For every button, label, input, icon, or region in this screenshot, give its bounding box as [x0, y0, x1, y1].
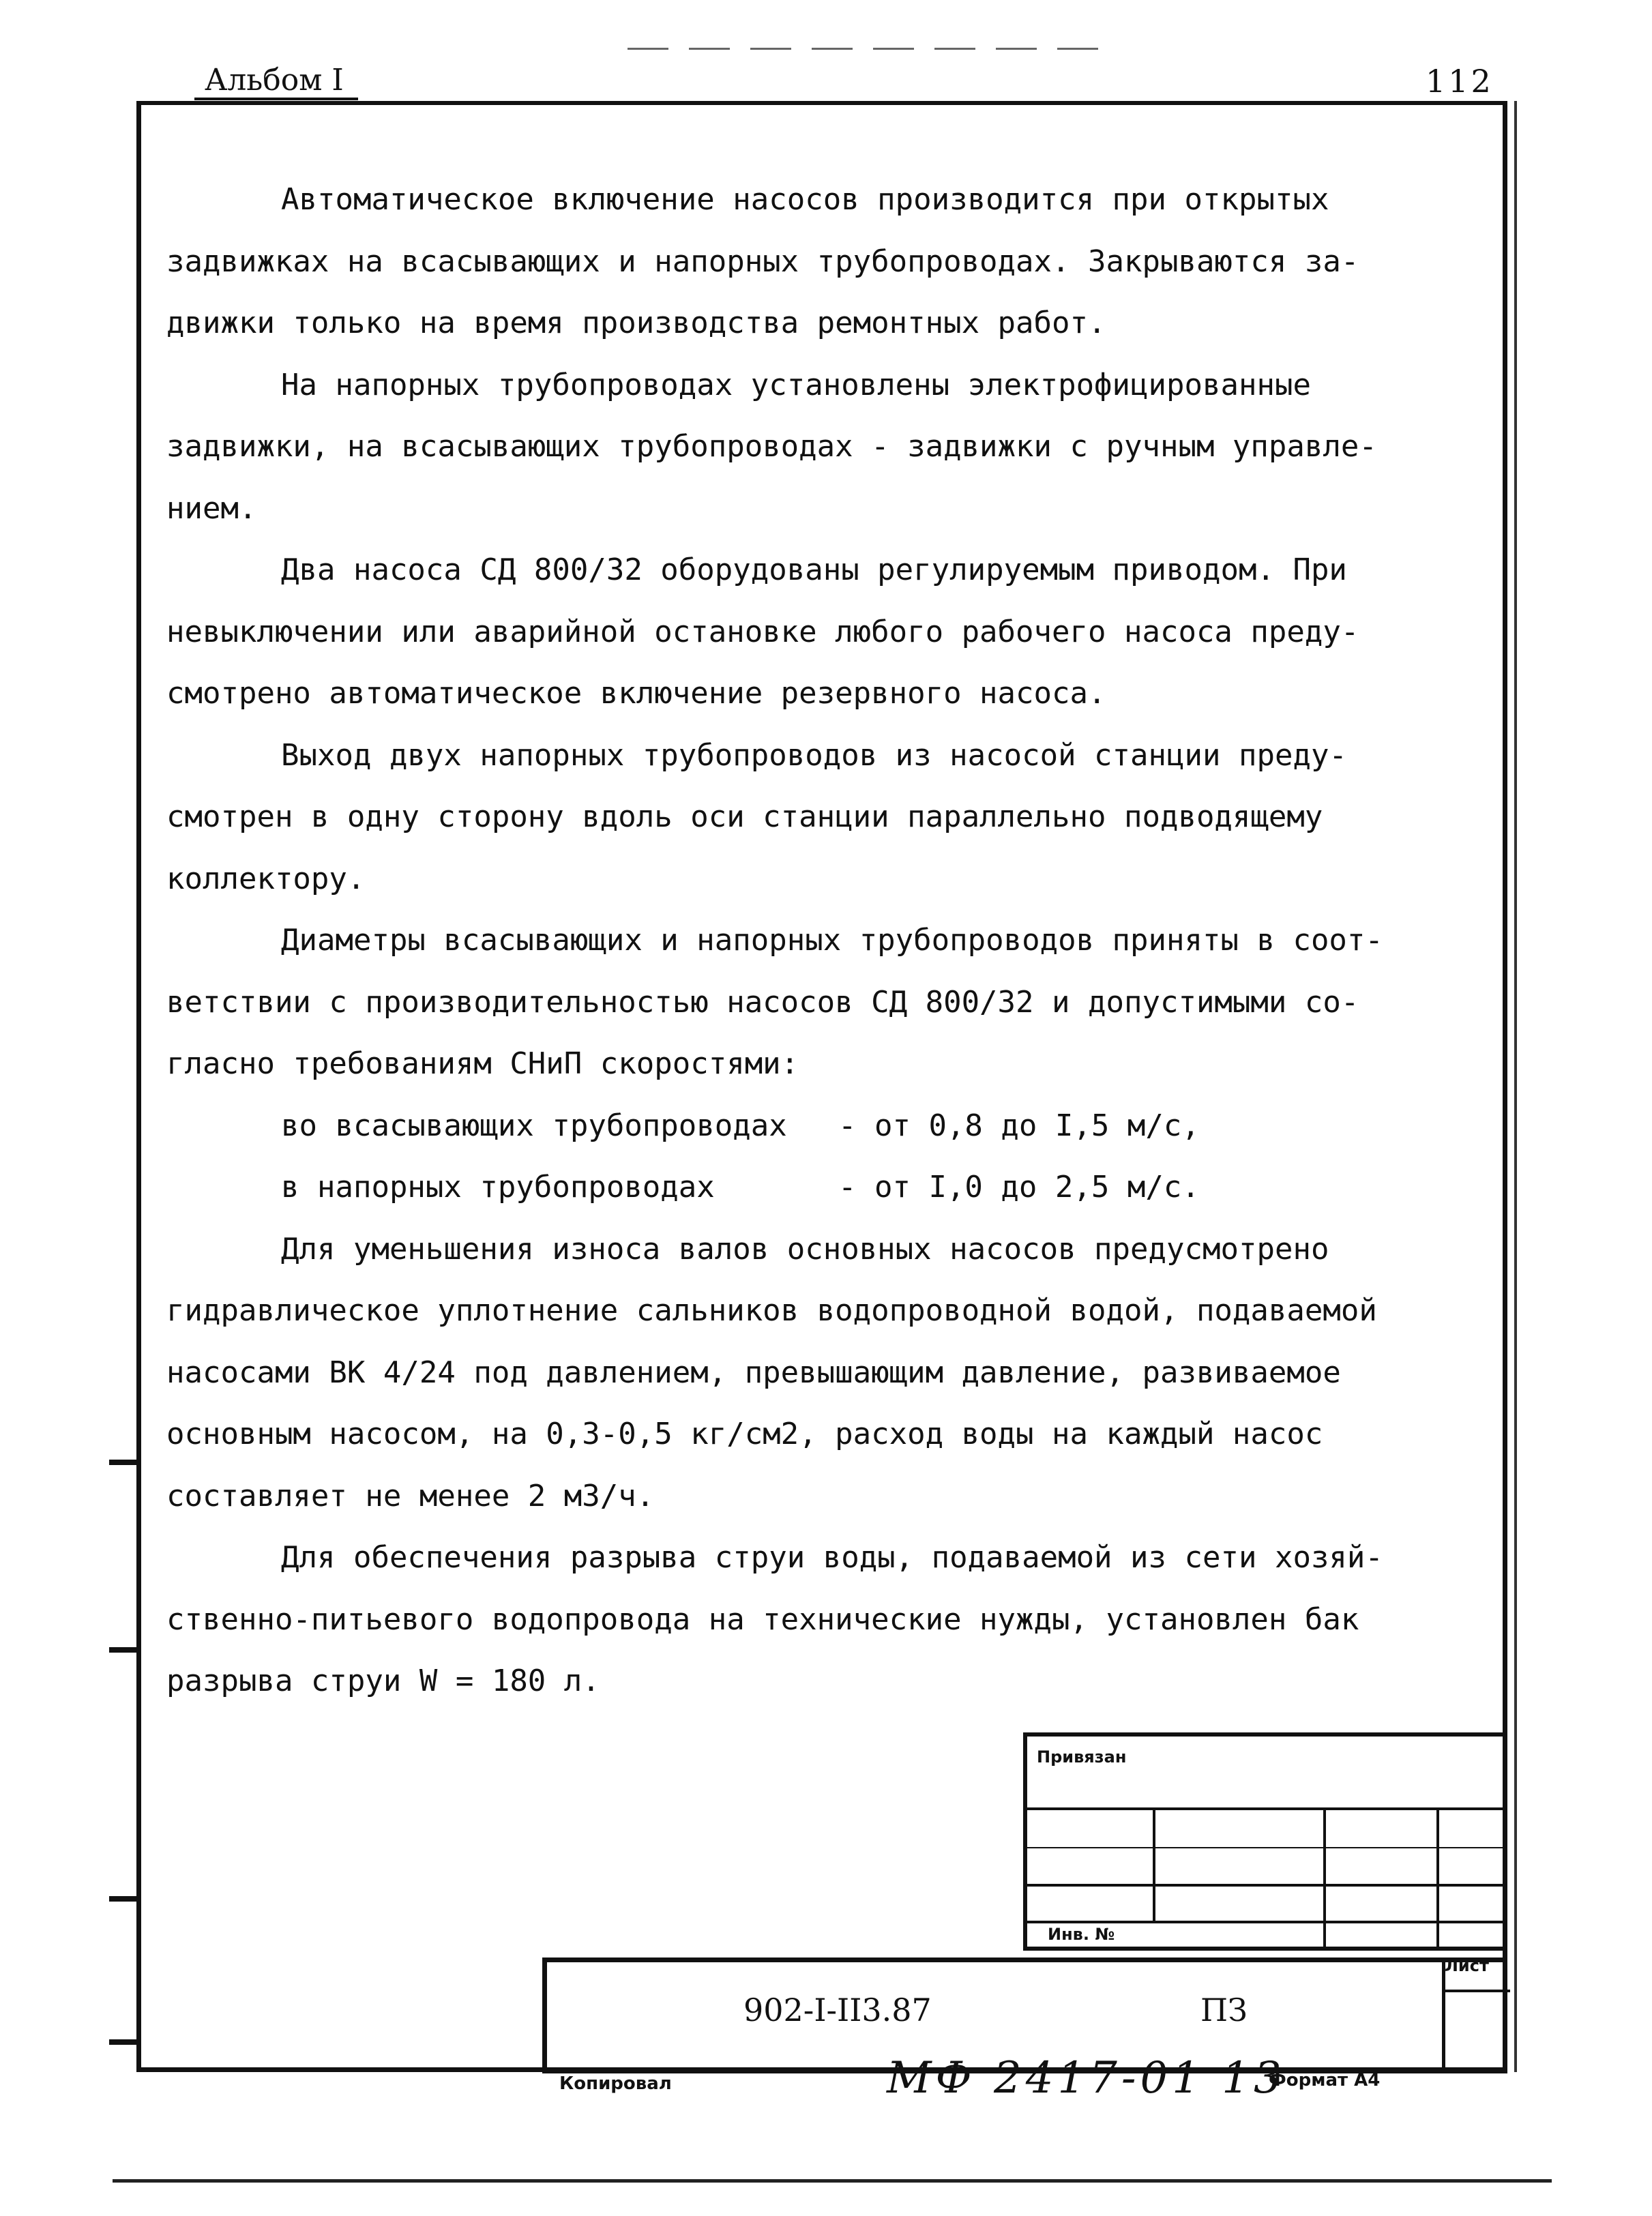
- velocity-value: - от 0,8 до I,5 м/с,: [838, 1108, 1200, 1143]
- text-line: ветствии с производительностью насосов СД 800/32 и допустимыми со-: [166, 984, 1359, 1020]
- stamp-col-line: [1436, 1807, 1439, 1951]
- text-line: Два насоса СД 800/32 оборудованы регулируемым приводом. При: [281, 552, 1347, 587]
- text-line: движки только на время производства ремонтных работ.: [166, 306, 1106, 340]
- stamp-row-line: [1027, 1807, 1507, 1810]
- title-block-divider: [1442, 1990, 1510, 1992]
- text-line: составляет не менее 2 м3/ч.: [166, 1478, 655, 1513]
- velocity-label: в напорных трубопроводах: [281, 1170, 715, 1205]
- stamp-row-line: [1027, 1921, 1507, 1923]
- binding-mark: [109, 1460, 136, 1465]
- text-line: задвижках на всасывающих и напорных трубопроводах. Закрываются за-: [166, 243, 1359, 279]
- text-line: Автоматическое включение насосов производится при открытых: [281, 182, 1329, 217]
- text-line: Для уменьшения износа валов основных насосов предусмотрено: [281, 1231, 1329, 1267]
- text-line: нием.: [166, 490, 257, 526]
- bound-label: Привязан: [1037, 1747, 1127, 1767]
- text-line: гласно требованиям СНиП скоростями:: [166, 1046, 799, 1081]
- text-line: Диаметры всасывающих и напорных трубопроводов приняты в соот-: [281, 923, 1383, 958]
- copied-label: Копировал: [559, 2073, 672, 2094]
- binding-mark: [109, 1647, 136, 1653]
- stamp-row-line: [1027, 1884, 1507, 1887]
- binding-mark: [109, 2039, 136, 2045]
- text-line: На напорных трубопроводах установлены электрофицированные: [281, 367, 1311, 402]
- format-label: Формат А4: [1269, 2070, 1381, 2091]
- stamp-col-line: [1153, 1807, 1155, 1921]
- text-line: разрыва струи W = 180 л.: [166, 1664, 600, 1698]
- title-block-divider: [1442, 1962, 1445, 2071]
- text-line: гидравлическое уплотнение сальников водопроводной водой, подаваемой: [166, 1293, 1377, 1328]
- velocity-row: [166, 1095, 1476, 1157]
- text-line: ственно-питьевого водопровода на технические нужды, установлен бак: [166, 1601, 1359, 1637]
- text-line: Для обеспечения разрыва струи воды, подаваемой из сети хозяй-: [281, 1540, 1383, 1575]
- sheet-number: 112: [1426, 63, 1494, 100]
- text-line: смотрено автоматическое включение резервного насоса.: [166, 676, 1106, 711]
- binding-mark: [109, 1896, 136, 1902]
- text-line: смотрен в одну сторону вдоль оси станции параллельно подводящему: [166, 799, 1323, 834]
- text-line: Выход двух напорных трубопроводов из насосой станции преду-: [281, 737, 1347, 773]
- bottom-rule: [113, 2179, 1552, 2183]
- text-line: насосами ВК 4/24 под давлением, превышающим давление, развиваемое: [166, 1355, 1341, 1390]
- stamp-col-line: [1323, 1807, 1326, 1951]
- album-label-underline: [194, 98, 358, 100]
- binding-stamp-table: [1023, 1732, 1507, 1951]
- frame-right-double-line: [1514, 101, 1517, 2072]
- velocity-value: - от I,0 до 2,5 м/с.: [838, 1170, 1200, 1205]
- album-label: Альбом I: [205, 63, 344, 98]
- stamp-row-line: [1027, 1847, 1507, 1848]
- sheet-label: Лист: [1445, 1956, 1489, 1975]
- inv-label: Инв. №: [1048, 1925, 1115, 1944]
- text-line: задвижки, на всасывающих трубопроводах - задвижки с ручным управле-: [166, 429, 1377, 464]
- text-line: основным насосом, на 0,3-0,5 кг/см2, расход воды на каждый насос: [166, 1417, 1323, 1451]
- text-line: коллектору.: [166, 861, 366, 896]
- text-line: невыключении или аварийной остановке любого рабочего насоса преду-: [166, 614, 1359, 649]
- body-text: [166, 169, 1476, 1713]
- velocity-row: [166, 1157, 1476, 1219]
- handwritten-archive-code: МФ 2417-01 13: [887, 2053, 1286, 2103]
- document-type: ПЗ: [1200, 1992, 1248, 2028]
- velocity-label: во всасывающих трубопроводах: [281, 1108, 787, 1143]
- top-dashed-rule: [628, 48, 1105, 50]
- document-code: 902-I-II3.87: [743, 1992, 932, 2028]
